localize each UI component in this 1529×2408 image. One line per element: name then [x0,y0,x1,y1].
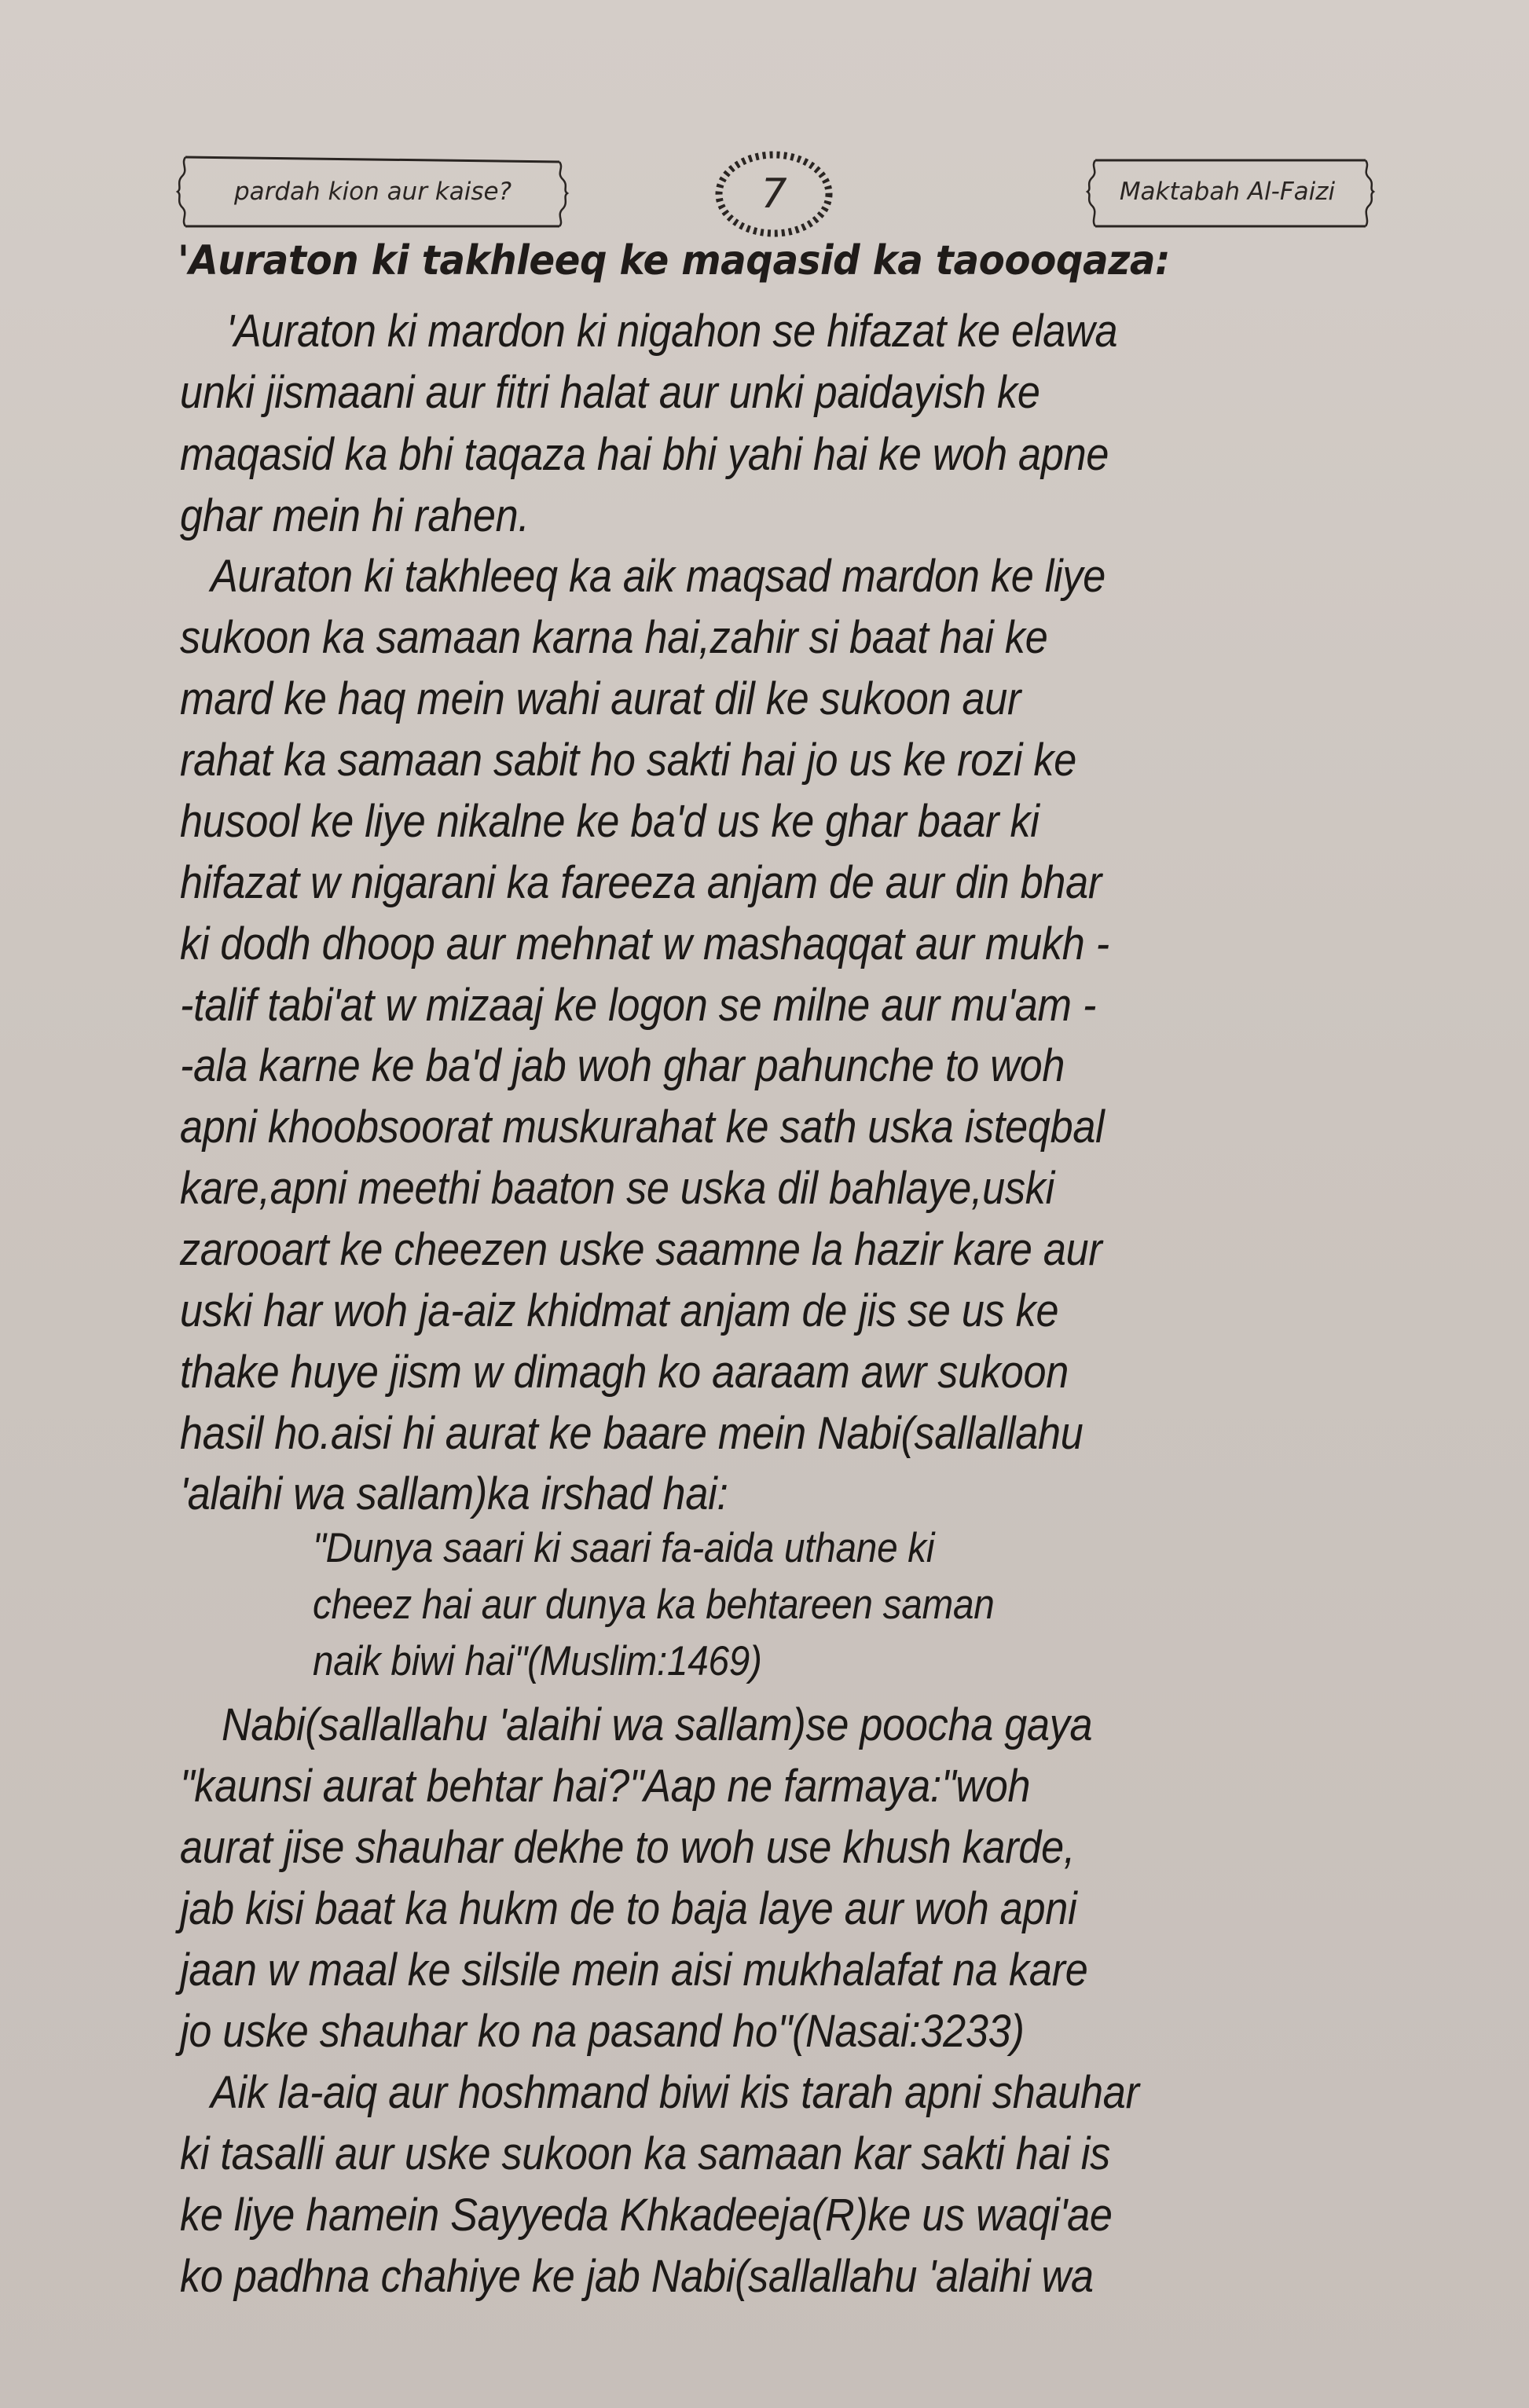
text-line: Auraton ki takhleeq ka aik maqsad mardon ke liye [211,551,1106,602]
text-line: ko padhna chahiye ke jab Nabi(sallallahu 'alaihi wa [180,2251,1094,2302]
hadith-quote-line: cheez hai aur dunya ka behtareen saman [313,1582,995,1628]
hadith-quote-line: naik biwi hai"(Muslim:1469) [313,1638,762,1684]
page-header [0,148,1529,236]
text-line: husool ke liye nikalne ke ba'd us ke ghar baar ki [180,796,1040,847]
text-line: Aik la-aiq aur hoshmand biwi kis tarah apni shauhar [211,2067,1139,2118]
text-line: ki tasalli aur uske sukoon ka samaan kar sakti hai is [180,2128,1110,2179]
text-line: sukoon ka samaan karna hai,zahir si baat hai ke [180,612,1048,663]
text-line: aurat jise shauhar dekhe to woh use khush karde, [180,1822,1076,1873]
text-line: maqasid ka bhi taqaza hai bhi yahi hai ke woh apne [180,429,1109,480]
text-line: jab kisi baat ka hukm de to baja laye aur woh apni [180,1883,1077,1934]
text-line: -talif tabi'at w mizaaj ke logon se milne aur mu'am - [180,980,1097,1031]
text-line: mard ke haq mein wahi aurat dil ke sukoon aur [180,673,1021,724]
text-line: 'Auraton ki mardon ki nigahon se hifazat ke elawa [226,306,1118,357]
text-line: apni khoobsoorat muskurahat ke sath uska isteqbal [180,1101,1105,1153]
text-line: rahat ka samaan sabit ho sakti hai jo us ke rozi ke [180,735,1077,786]
text-line: jaan w maal ke silsile mein aisi mukhalafat na kare [180,1944,1088,1996]
text-line: kare,apni meethi baaton se uska dil bahlaye,uski [180,1163,1054,1214]
page-number: 7 [761,170,787,218]
text-line: ghar mein hi rahen. [180,490,530,541]
text-line: hifazat w nigarani ka fareeza anjam de aur din bhar [180,857,1102,908]
text-line: thake huye jism w dimagh ko aaraam awr sukoon [180,1347,1069,1398]
publisher-name: Maktabah Al-Faizi [1119,178,1336,206]
publisher-cartouche [1078,154,1377,229]
hadith-quote-line: "Dunya saari ki saari fa-aida uthane ki [313,1525,935,1571]
text-line: zarooart ke cheezen uske saamne la hazir kare aur [180,1224,1102,1275]
text-line: ki dodh dhoop aur mehnat w mashaqqat aur mukh - [180,918,1109,969]
text-line: hasil ho.aisi hi aurat ke baare mein Nabi(sallallahu [180,1408,1084,1459]
book-title-cartouche [174,154,571,229]
text-line: Nabi(sallallahu 'alaihi wa sallam)se poocha gaya [222,1699,1093,1750]
text-line: ke liye hamein Sayyeda Khkadeeja(R)ke us waqi'ae [180,2190,1113,2241]
text-line: "kaunsi aurat behtar hai?"Aap ne farmaya:"woh [180,1761,1031,1812]
page-number-badge [711,148,837,240]
book-title: pardah kion aur kaise? [233,178,512,206]
text-line: -ala karne ke ba'd jab woh ghar pahunche to woh [180,1040,1065,1091]
text-line: unki jismaani aur fitri halat aur unki paidayish ke [180,367,1040,418]
text-line: 'alaihi wa sallam)ka irshad hai: [180,1468,728,1519]
section-heading: 'Auraton ki takhleeq ke maqasid ka taoooqaza: [178,237,1170,284]
text-line: jo uske shauhar ko na pasand ho"(Nasai:3233) [180,2006,1025,2057]
text-line: uski har woh ja-aiz khidmat anjam de jis se us ke [180,1285,1059,1336]
